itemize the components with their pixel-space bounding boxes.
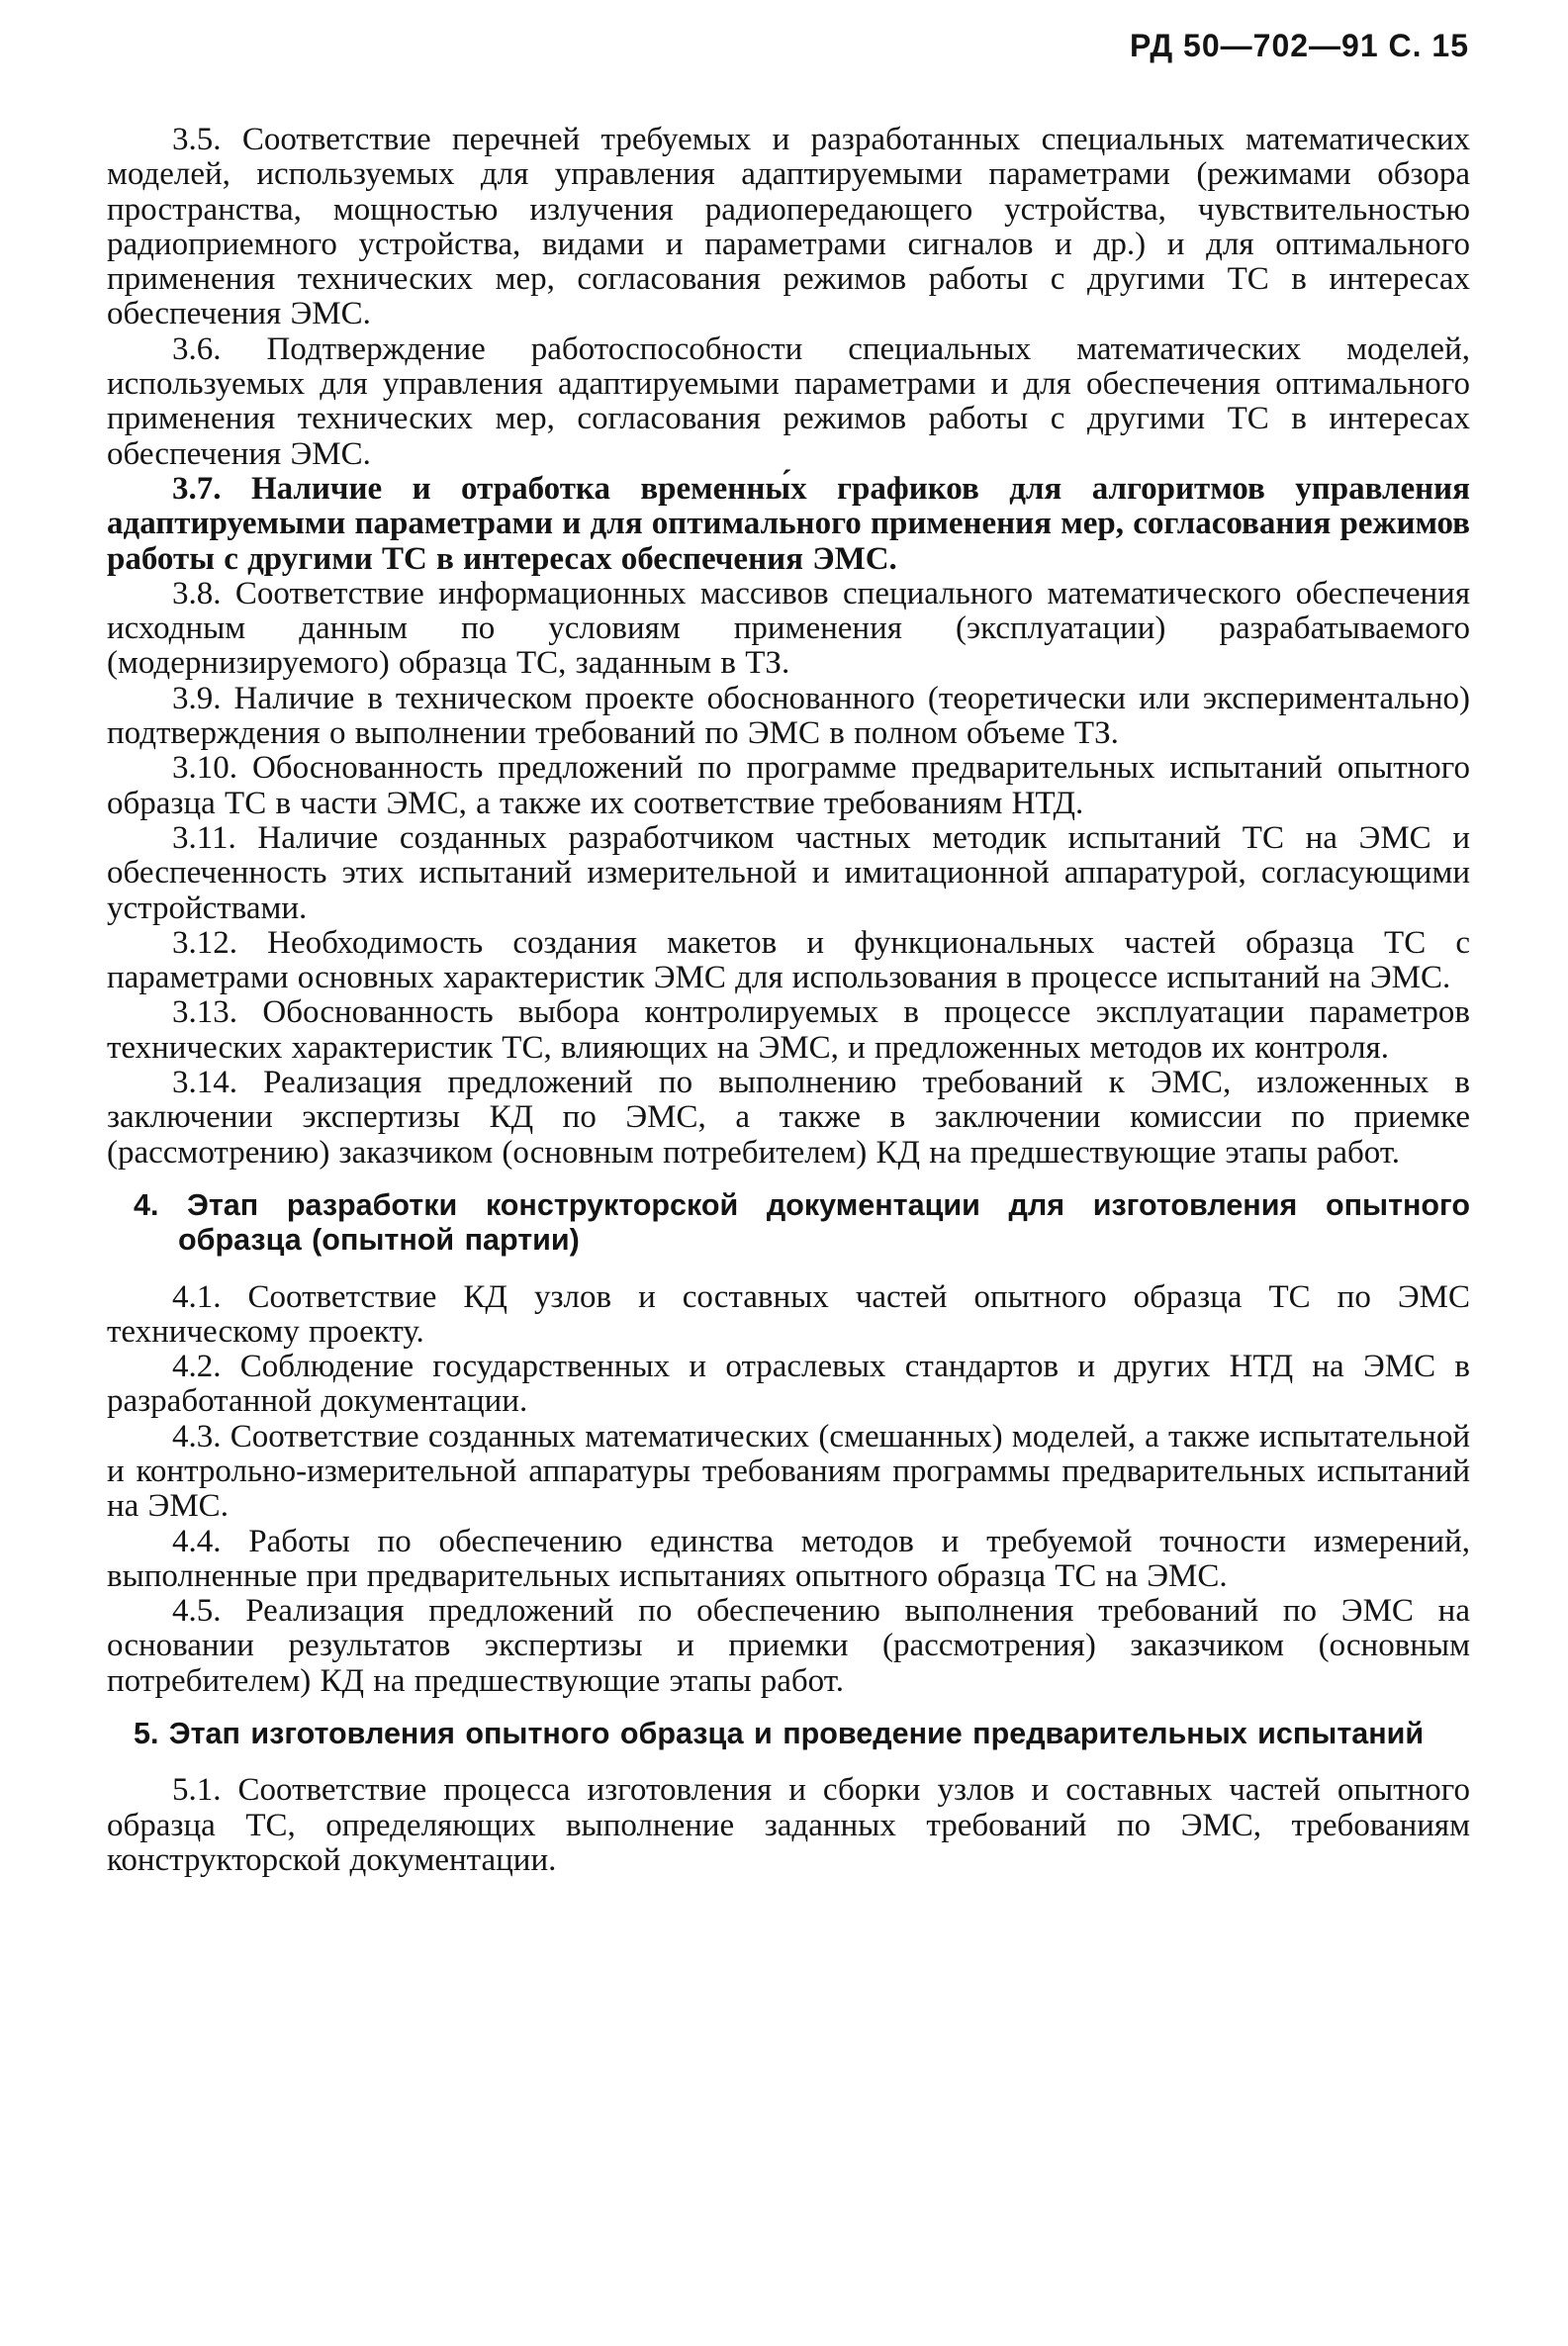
paragraph-text: Реализация предложений по выполнению требований к ЭМС, изложенных в заключении экспертизы КД по ЭМС, а также в заключении комиссии по приемке (рассмотрению) заказчиком (основным потребителем) КД на предшествующие этапы работ. xyxy=(107,1065,1470,1171)
paragraph-number: 5.1. xyxy=(172,1772,222,1809)
paragraph-number: 3.8. xyxy=(172,575,222,611)
paragraph-3-7 xyxy=(107,472,1470,577)
section-heading-4: 4. Этап разработки конструкторской документации для изготовления опытного образца (опытной партии) xyxy=(134,1187,1470,1258)
paragraph-number: 3.13. xyxy=(172,994,237,1031)
paragraph-3-6 xyxy=(107,332,1470,472)
paragraph-3-5 xyxy=(107,123,1470,332)
paragraph-3-12 xyxy=(107,926,1470,996)
paragraph-number: 4.1. xyxy=(172,1278,222,1315)
paragraph-4-4 xyxy=(107,1525,1470,1595)
paragraph-text: Соблюдение государственных и отраслевых стандартов и других НТД на ЭМС в разработанной документации. xyxy=(107,1349,1470,1420)
paragraph-5-1 xyxy=(107,1773,1470,1878)
paragraph-3-14 xyxy=(107,1066,1470,1171)
paragraph-text: Соответствие КД узлов и составных частей опытного образца ТС по ЭМС техническому проекту. xyxy=(107,1278,1471,1350)
running-header: РД 50—702—91 С. 15 xyxy=(1130,28,1469,63)
paragraph-3-8 xyxy=(107,577,1470,682)
paragraph-4-5 xyxy=(107,1594,1470,1699)
paragraph-text: Обоснованность предложений по программе предварительных испытаний опытного образца ТС в части ЭМС, а также их соответствие требованиям НТД. xyxy=(107,750,1470,821)
paragraph-number: 4.4. xyxy=(172,1523,222,1559)
paragraph-text: Необходимость создания макетов и функциональных частей образца ТС с параметрами основных характеристик ЭМС для использования в процессе испытаний на ЭМС. xyxy=(107,924,1470,996)
paragraph-number: 3.11. xyxy=(172,819,236,856)
paragraph-3-11 xyxy=(107,821,1470,926)
paragraph-text: Соответствие информационных массивов специального математического обеспечения исходным данным по условиям применения (эксплуатации) разрабатываемого (модернизируемого) образца ТС, заданным в ТЗ. xyxy=(107,575,1470,682)
paragraph-text: Соответствие созданных математических (смешанных) моделей, а также испытательной и контрольно-измерительной аппаратуры требованиям программы предварительных испытаний на ЭМС. xyxy=(107,1418,1471,1525)
paragraph-text: Наличие в техническом проекте обоснованного (теоретически или экспериментально) подтверждения о выполнении требований по ЭМС в полном объеме ТЗ. xyxy=(107,680,1470,752)
paragraph-text: Работы по обеспечению единства методов и требуемой точности измерений, выполненные при предварительных испытаниях опытного образца ТС на ЭМС. xyxy=(107,1523,1470,1594)
paragraph-text: Соответствие процесса изготовления и сборки узлов и составных частей опытного образца ТС, определяющих выполнение заданных требований по ЭМС, требованиям конструкторской документации. xyxy=(107,1772,1470,1878)
paragraph-number: 3.6. xyxy=(172,330,222,367)
paragraph-4-3 xyxy=(107,1420,1470,1525)
paragraph-number: 3.14. xyxy=(172,1065,237,1101)
paragraph-number: 4.5. xyxy=(172,1593,222,1630)
paragraph-number: 3.7. xyxy=(172,470,222,507)
paragraph-number: 3.10. xyxy=(172,750,237,787)
paragraph-4-1 xyxy=(107,1280,1470,1351)
paragraph-text: Реализация предложений по обеспечению выполнения требований по ЭМС на основании результатов экспертизы и приемки (рассмотрения) заказчиком (основным потребителем) КД на предшествующие этапы работ. xyxy=(107,1593,1470,1699)
paragraph-number: 4.3. xyxy=(172,1418,222,1455)
paragraph-text: Соответствие перечней требуемых и разработанных специальных математических моделей, используемых для управления адаптируемыми параметрами (режимами обзора пространства, мощностью излучения радиопередающего устройства, чувствительностью радиоприемного устройства, видами и параметрами сигналов и др.) и для оптимального применения технических мер, согласования режимов работы с другими ТС в интересах обеспечения ЭМС. xyxy=(107,122,1470,332)
paragraph-number: 4.2. xyxy=(172,1349,222,1385)
paragraph-text: Обоснованность выбора контролируемых в процессе эксплуатации параметров технических характеристик ТС, влияющих на ЭМС, и предложенных методов их контроля. xyxy=(107,994,1470,1066)
paragraph-3-10 xyxy=(107,751,1470,821)
paragraph-number: 3.12. xyxy=(172,924,237,961)
paragraph-number: 3.9. xyxy=(172,680,222,716)
paragraph-3-13 xyxy=(107,995,1470,1066)
paragraph-text: Наличие созданных разработчиком частных методик испытаний ТС на ЭМС и обеспеченность этих испытаний измерительной и имитационной аппаратурой, согласующими устройствами. xyxy=(107,819,1470,926)
paragraph-number: 3.5. xyxy=(172,122,222,157)
paragraph-text: Наличие и отработка временны́х графиков для алгоритмов управления адаптируемыми параметрами и для оптимального применения мер, согласования режимов работы с другими ТС в интересах обеспечения ЭМС. xyxy=(107,470,1471,577)
page-body xyxy=(107,123,1470,1878)
paragraph-3-9 xyxy=(107,682,1470,752)
paragraph-4-2 xyxy=(107,1350,1470,1420)
section-heading-5: 5. Этап изготовления опытного образца и проведение предварительных испытаний xyxy=(134,1717,1425,1751)
paragraph-text: Подтверждение работоспособности специальных математических моделей, используемых для управления адаптируемыми параметрами и для обеспечения оптимального применения технических мер, согласования режимов работы с другими ТС в интересах обеспечения ЭМС. xyxy=(107,330,1470,472)
